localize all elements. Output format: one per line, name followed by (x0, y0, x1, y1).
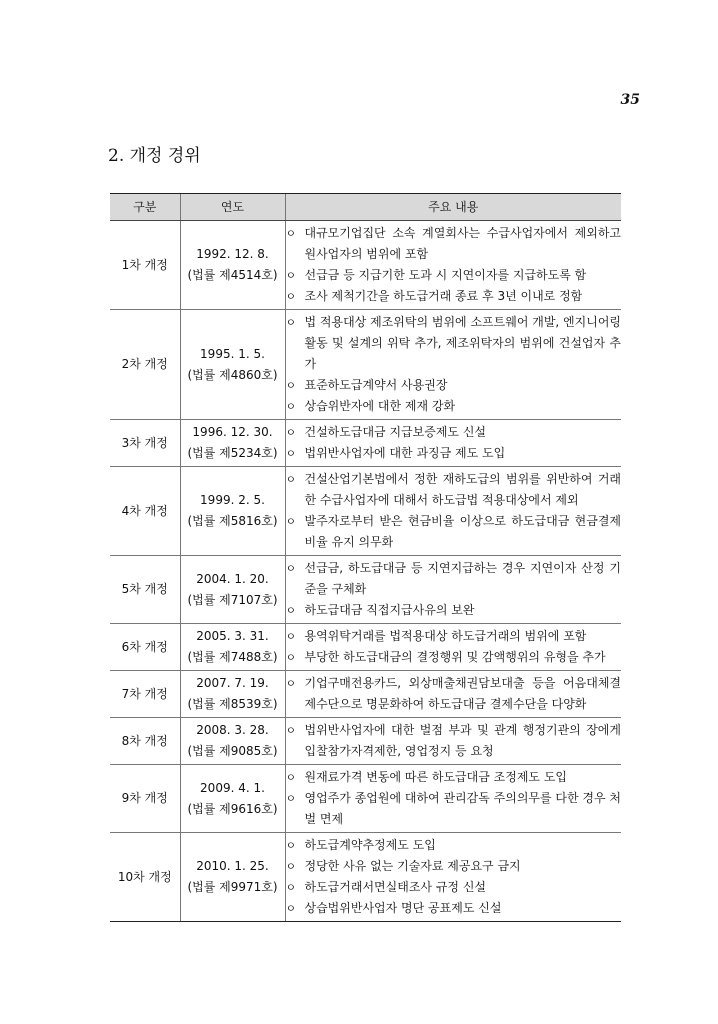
table-row (110, 420, 621, 467)
list-item (286, 265, 622, 286)
revision-history-table (110, 193, 621, 922)
list-item-text: 조사 제척기간을 하도급거래 종료 후 3년 이내로 정함 (304, 289, 583, 303)
revision-name: 4차 개정 (110, 467, 180, 556)
revision-date: 1999. 2. 5. (200, 493, 265, 507)
list-item-text: 하도급거래서면실태조사 규정 신설 (304, 880, 487, 894)
list-item (286, 511, 622, 553)
revision-date: 2010. 1. 25. (196, 859, 269, 873)
table-row (110, 310, 621, 420)
table-row (110, 467, 621, 556)
list-item (286, 600, 622, 621)
table-row (110, 671, 621, 718)
revision-date: 1992. 12. 8. (196, 247, 269, 261)
list-item (286, 396, 622, 417)
list-item-text: 대규모기업집단 소속 계열회사는 수급사업자에서 제외하고 원사업자의 범위에 포함 (304, 226, 621, 261)
bullet-circle-icon: ㅇ (285, 771, 297, 784)
list-item (286, 647, 622, 668)
revision-name: 3차 개정 (110, 420, 180, 467)
content-list (286, 767, 622, 830)
revision-content (285, 221, 621, 310)
revision-content (285, 556, 621, 624)
table-row (110, 624, 621, 671)
revision-date-cell (180, 556, 285, 624)
bullet-circle-icon: ㅇ (285, 630, 297, 643)
list-item-text: 용역위탁거래를 법적용대상 하도급거래의 범위에 포함 (304, 629, 587, 643)
revision-date-cell (180, 467, 285, 556)
bullet-circle-icon: ㅇ (285, 724, 297, 737)
revision-name: 7차 개정 (110, 671, 180, 718)
list-item (286, 469, 622, 511)
bullet-circle-icon: ㅇ (285, 400, 297, 413)
bullet-circle-icon: ㅇ (285, 839, 297, 852)
law-number: (법률 제5234호) (187, 446, 278, 460)
revision-date-cell (180, 833, 285, 922)
list-item (286, 286, 622, 307)
content-list (286, 835, 622, 919)
revision-content (285, 765, 621, 833)
revision-date: 2004. 1. 20. (196, 571, 269, 586)
content-list (286, 312, 622, 417)
revision-content (285, 467, 621, 556)
bullet-circle-icon: ㅇ (285, 290, 297, 303)
revision-content (285, 310, 621, 420)
bullet-circle-icon: ㅇ (285, 881, 297, 894)
list-item (286, 375, 622, 396)
section-title: 2. 개정 경위 (108, 146, 201, 166)
header-category: 구분 (110, 194, 180, 221)
list-item-text: 기업구매전용카드, 외상매출채권담보대출 등을 어음대체결제수단으로 명문화하여 하도급대금 결제수단을 다양화 (304, 676, 621, 711)
bullet-circle-icon: ㅇ (285, 379, 297, 392)
list-item-text: 건설하도급대금 지급보증제도 신설 (304, 425, 487, 439)
law-number: (법률 제9085호) (187, 744, 278, 758)
list-item-text: 발주자로부터 받은 현금비율 이상으로 하도급대금 현금결제비율 유지 의무화 (304, 514, 621, 549)
list-item (286, 558, 622, 600)
revision-date: 2007. 7. 19. (196, 676, 269, 690)
content-list (286, 720, 622, 762)
revision-name: 9차 개정 (110, 765, 180, 833)
list-item-text: 원재료가격 변동에 따른 하도급대금 조정제도 도입 (304, 770, 568, 784)
list-item (286, 443, 622, 464)
law-number: (법률 제4860호) (187, 367, 278, 382)
content-list (286, 673, 622, 715)
list-item (286, 835, 622, 856)
revision-date: 2008. 3. 28. (196, 723, 269, 737)
table-row (110, 556, 621, 624)
list-item (286, 898, 622, 919)
table-header-row (110, 194, 621, 221)
revision-date: 1995. 1. 5. (200, 346, 265, 361)
list-item (286, 673, 622, 715)
list-item (286, 312, 622, 375)
content-list (286, 422, 622, 464)
revision-content (285, 718, 621, 765)
revision-name: 5차 개정 (110, 556, 180, 624)
law-number: (법률 제7488호) (187, 650, 278, 664)
law-number: (법률 제9971호) (187, 880, 278, 894)
bullet-circle-icon: ㅇ (285, 269, 297, 282)
list-item-text: 상습위반자에 대한 제재 강화 (304, 399, 456, 413)
law-number: (법률 제7107호) (187, 592, 278, 607)
bullet-circle-icon: ㅇ (285, 227, 297, 240)
revision-date-cell (180, 765, 285, 833)
list-item-text: 법 적용대상 제조위탁의 범위에 소프트웨어 개발, 엔지니어링 활동 및 설계의 위탁 추가, 제조위탁자의 범위에 건설업자 추가 (304, 315, 622, 371)
table-row (110, 718, 621, 765)
law-number: (법률 제9616호) (187, 801, 278, 816)
list-item (286, 626, 622, 647)
bullet-circle-icon: ㅇ (285, 316, 297, 329)
table-row (110, 221, 621, 310)
bullet-circle-icon: ㅇ (285, 562, 297, 575)
table-row (110, 833, 621, 922)
list-item (286, 767, 622, 788)
list-item-text: 법위반사업자에 대한 벌점 부과 및 관계 행정기관의 장에게 입찰참가자격제한, 영업정지 등 요청 (304, 723, 621, 758)
page-number: 35 (620, 92, 640, 108)
content-list (286, 223, 622, 307)
bullet-circle-icon: ㅇ (285, 860, 297, 873)
revision-name: 8차 개정 (110, 718, 180, 765)
revision-date-cell (180, 420, 285, 467)
revision-date-cell (180, 310, 285, 420)
list-item (286, 422, 622, 443)
law-number: (법률 제8539호) (187, 697, 278, 711)
bullet-circle-icon: ㅇ (285, 447, 297, 460)
revision-content (285, 420, 621, 467)
revision-date-cell (180, 671, 285, 718)
revision-name: 2차 개정 (110, 310, 180, 420)
list-item-text: 선급금 등 지급기한 도과 시 지연이자를 지급하도록 함 (304, 268, 587, 282)
revision-date-cell (180, 624, 285, 671)
content-list (286, 626, 622, 668)
list-item-text: 표준하도급계약서 사용권장 (304, 378, 448, 392)
list-item (286, 788, 622, 830)
content-list (286, 558, 622, 621)
law-number: (법률 제5816호) (187, 514, 278, 528)
list-item-text: 하도급대금 직접지급사유의 보완 (304, 603, 475, 617)
header-content: 주요 내용 (285, 194, 621, 221)
bullet-circle-icon: ㅇ (285, 651, 297, 664)
header-year: 연도 (180, 194, 285, 221)
revision-name: 6차 개정 (110, 624, 180, 671)
list-item (286, 223, 622, 265)
list-item-text: 선급금, 하도급대금 등 지연지급하는 경우 지연이자 산정 기준을 구체화 (304, 561, 621, 596)
revision-content (285, 624, 621, 671)
revision-date: 1996. 12. 30. (192, 425, 273, 439)
bullet-circle-icon: ㅇ (285, 426, 297, 439)
revision-name: 10차 개정 (110, 833, 180, 922)
table-row (110, 765, 621, 833)
bullet-circle-icon: ㅇ (285, 473, 297, 486)
list-item (286, 877, 622, 898)
list-item (286, 856, 622, 877)
bullet-circle-icon: ㅇ (285, 677, 297, 690)
list-item (286, 720, 622, 762)
bullet-circle-icon: ㅇ (285, 792, 297, 805)
revision-content (285, 671, 621, 718)
revision-content (285, 833, 621, 922)
law-number: (법률 제4514호) (187, 268, 278, 282)
list-item-text: 건설산업기본법에서 정한 재하도급의 범위를 위반하여 거래한 수급사업자에 대해서 하도급법 적용대상에서 제외 (304, 472, 621, 507)
revision-date: 2005. 3. 31. (196, 629, 269, 643)
revision-date-cell (180, 718, 285, 765)
revision-name: 1차 개정 (110, 221, 180, 310)
list-item-text: 하도급계약추정제도 도입 (304, 838, 436, 852)
list-item-text: 상습법위반사업자 명단 공표제도 신설 (304, 901, 502, 915)
bullet-circle-icon: ㅇ (285, 515, 297, 528)
revision-date-cell (180, 221, 285, 310)
bullet-circle-icon: ㅇ (285, 902, 297, 915)
revision-date: 2009. 4. 1. (200, 780, 265, 795)
bullet-circle-icon: ㅇ (285, 604, 297, 617)
list-item-text: 영업주가 종업원에 대하여 관리감독 주의의무를 다한 경우 처벌 면제 (304, 791, 622, 826)
content-list (286, 469, 622, 553)
list-item-text: 법위반사업자에 대한 과징금 제도 도입 (304, 446, 506, 460)
list-item-text: 부당한 하도급대금의 결정행위 및 감액행위의 유형을 추가 (304, 650, 606, 664)
list-item-text: 정당한 사유 없는 기술자료 제공요구 금지 (304, 859, 521, 873)
